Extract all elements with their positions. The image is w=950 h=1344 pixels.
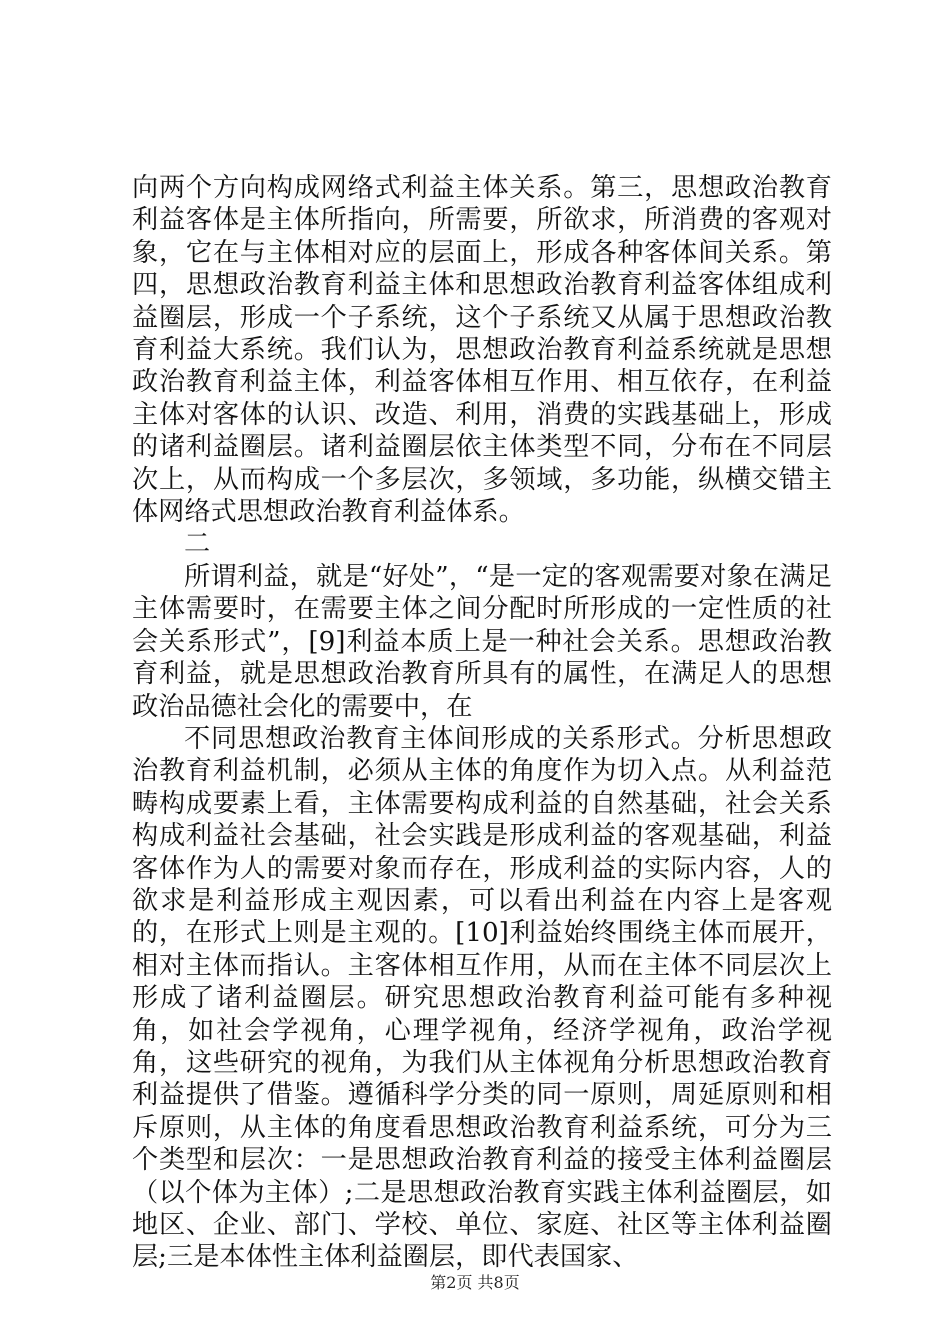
page-footer: 第2页 共8页 bbox=[430, 1273, 520, 1292]
paragraph-continued: 向两个方向构成网络式利益主体关系。第三，思想政治教育利益客体是主体所指向，所需要，所欲求，所消费的客观对象，它在与主体相对应的层面上，形成各种客体间关系。第四，思想政治教育利益主体和思想政治教育利益客体组成利益圈层，形成一个子系统，这个子系统又从属于思想政治教育利益大系统。我们认为，思想政治教育利益系统就是思想政治教育利益主体，利益客体相互作用、相互依存，在利益主体对客体的认识、改造、利用，消费的实践基础上，形成的诸利益圈层。诸利益圈层依主体类型不同，分布在不同层次上，从而构成一个多层次，多领域，多功能，纵横交错主体网络式思想政治教育利益体系。 bbox=[132, 173, 832, 528]
document-body bbox=[132, 172, 832, 1274]
paragraph-interest-definition: 所谓利益，就是“好处”，“是一定的客观需要对象在满足主体需要时，在需要主体之间分配时所形成的一定性质的社会关系形式”，[9]利益本质上是一种社会关系。思想政治教育利益，就是思想政治教育所具有的属性，在满足人的思想政治品德社会化的需要中，在 bbox=[132, 561, 832, 722]
section-number: 二 bbox=[184, 529, 211, 560]
paragraph-interest-mechanism: 不同思想政治教育主体间形成的关系形式。分析思想政治教育利益机制，必须从主体的角度作为切入点。从利益范畴构成要素上看，主体需要构成利益的自然基础，社会关系构成利益社会基础，社会实践是形成利益的客观基础，利益客体作为人的需要对象而存在，形成利益的实际内容，人的欲求是利益形成主观因素，可以看出利益在内容上是客观的，在形式上则是主观的。[10]利益始终围绕主体而展开，相对主体而指认。主客体相互作用，从而在主体不同层次上形成了诸利益圈层。研究思想政治教育利益可能有多种视角，如社会学视角，心理学视角，经济学视角，政治学视角，这些研究的视角，为我们从主体视角分析思想政治教育利益提供了借鉴。遵循科学分类的同一原则，周延原则和相斥原则，从主体的角度看思想政治教育利益系统，可分为三个类型和层次：一是思想政治教育利益的接受主体利益圈层（以个体为主体）;二是思想政治教育实践主体利益圈层，如地区、企业、部门、学校、单位、家庭、社区等主体利益圈层;三是本体性主体利益圈层，即代表国家、 bbox=[132, 723, 832, 1273]
